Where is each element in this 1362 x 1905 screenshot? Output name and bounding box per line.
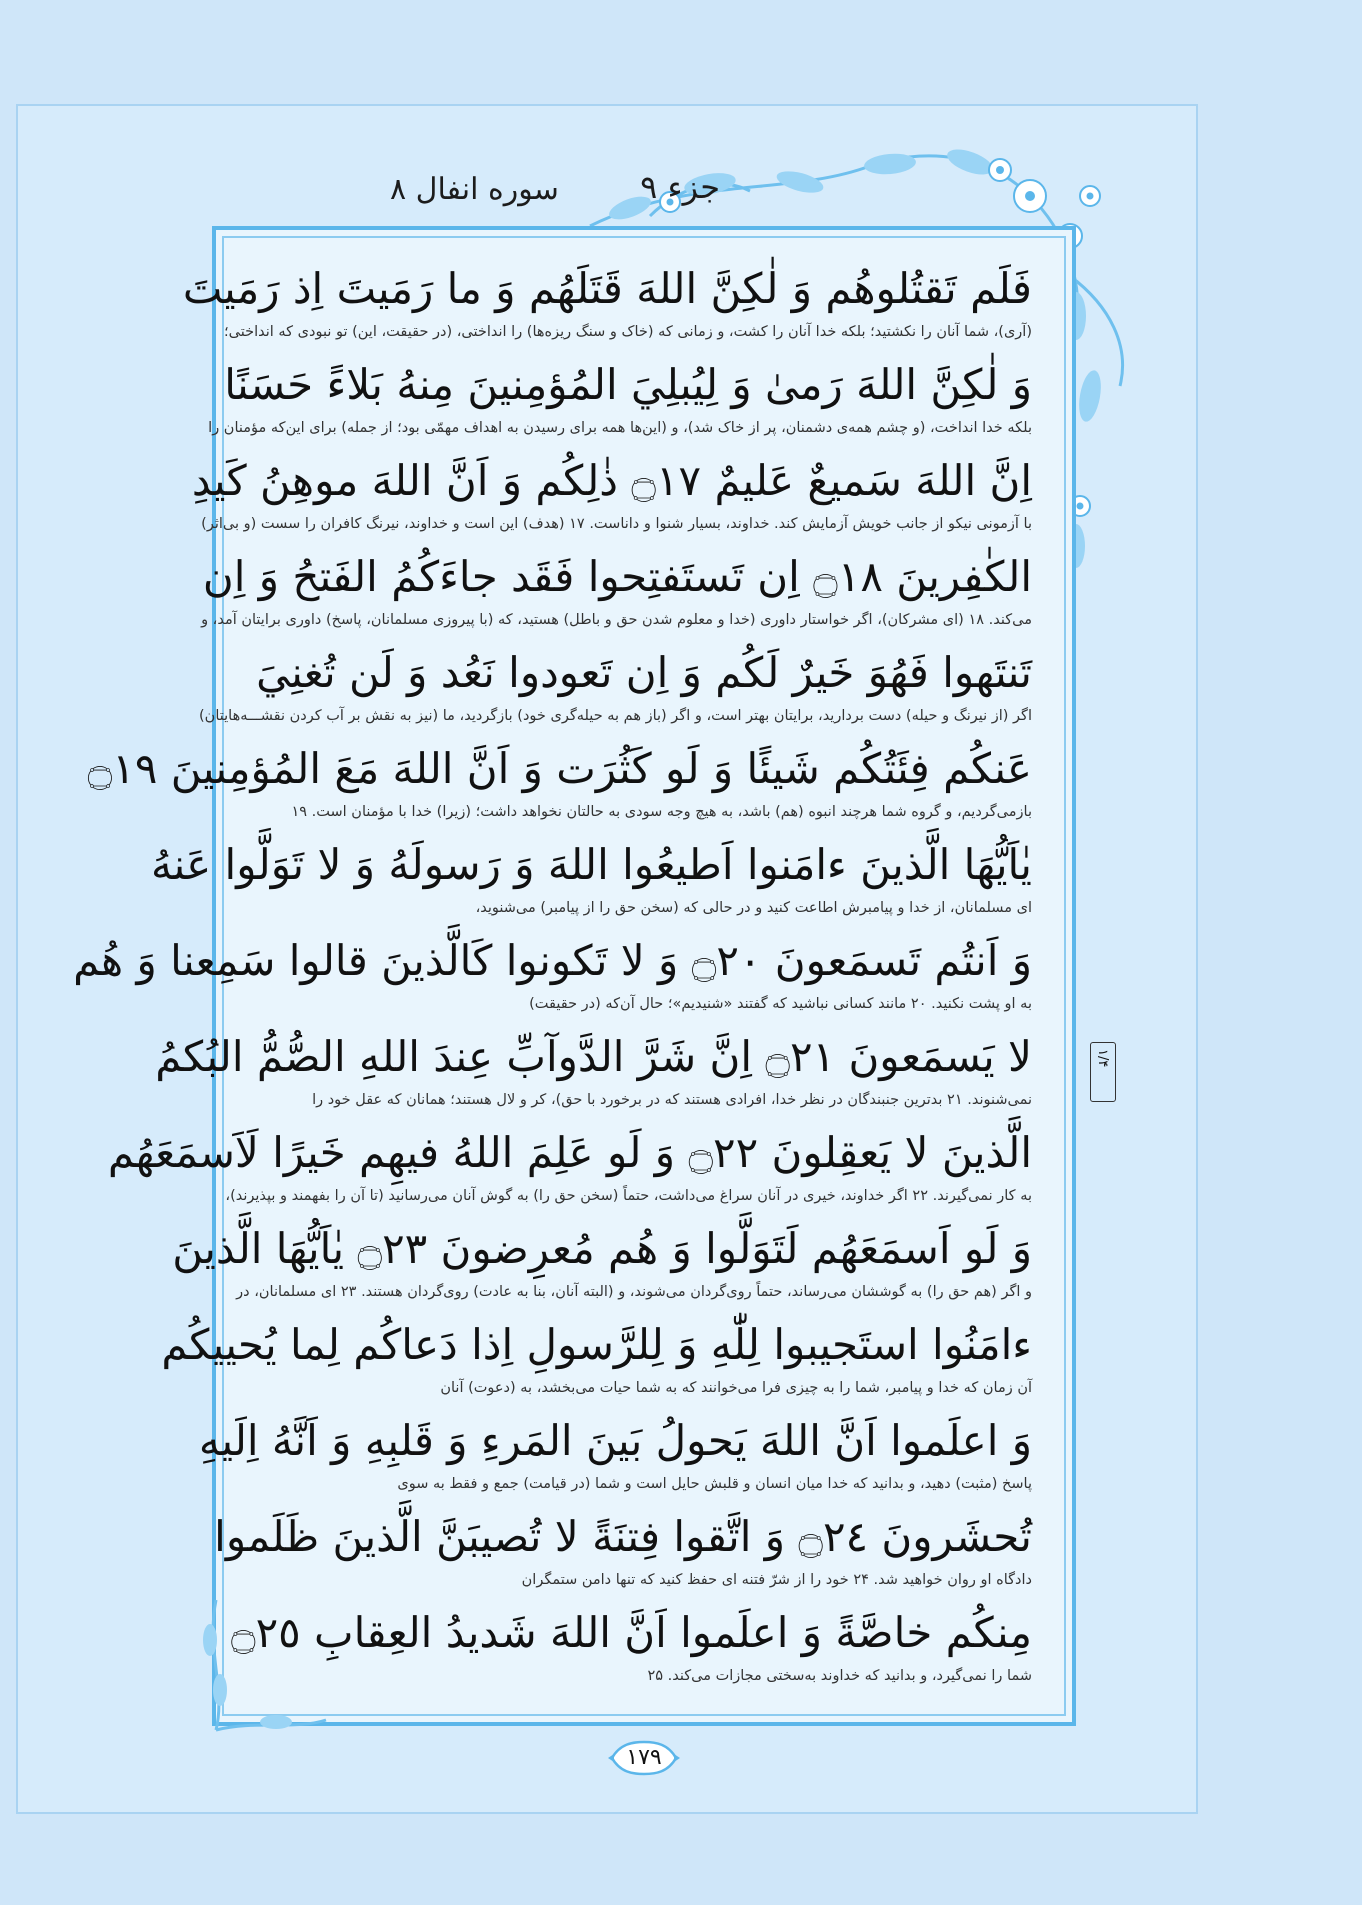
persian-translation: نمی‌شنوند. ۲۱ بدترین جنبندگان در نظر خدا، افرادی هستند که در برخورد با حق)، کر و لال هستند؛ همانان که عقل خود را [312,1092,1032,1108]
arabic-text: مِنكُم خاصَّةً وَ اعلَموا اَنَّ اللهَ شَديدُ العِقابِ ۝٢٥ [230,1608,1032,1657]
arabic-text: الكٰفِرينَ ۝١٨ اِن تَستَفتِحوا فَقَد جاءَكُمُ الفَتحُ وَ اِن [202,552,1032,601]
verse-line [150,834,1032,930]
arabic-text: يٰاَيُّهَا الَّذينَ ءامَنوا اَطيعُوا اللهَ وَ رَسولَهُ وَ لا تَوَلَّوا عَنهُ [150,840,1032,889]
hizb-marker-label: ۱/۴ [1095,1049,1110,1068]
arabic-text: عَنكُم فِئَتُكُم شَيئًا وَ لَو كَثُرَت وَ اَنَّ اللهَ مَعَ المُؤمِنينَ ۝١٩ [87,744,1032,793]
persian-translation: (آری)، شما آنان را نکشتید؛ بلکه خدا آنان را کشت، و زمانی که (خاک و سنگ ریزه‌ها) را انداختی، (در حقیقت، این) تو نبودی که انداختی؛ [224,324,1032,340]
verse-line [172,1218,1032,1314]
arabic-text: تَنتَهوا فَهُوَ خَيرٌ لَكُم وَ اِن تَعودوا نَعُد وَ لَن تُغنِيَ [256,648,1032,697]
arabic-text: اِنَّ اللهَ سَميعٌ عَليمٌ ۝١٧ ذٰلِكُم وَ اَنَّ اللهَ موهِنُ كَيدِ [191,456,1032,505]
quran-page-content [73,258,1032,1710]
verse-line [201,546,1032,642]
arabic-text: تُحشَرونَ ۝٢٤ وَ اتَّقوا فِتنَةً لا تُصيبَنَّ الَّذينَ ظَلَموا [214,1512,1032,1561]
persian-translation: و اگر (هم حق را) به گوششان می‌رساند، حتماً روی‌گردان می‌شوند، و (البته آنان، بنا به عادت) روی‌گردان هستند. ۲۳ ای مسلمانان، در [236,1284,1032,1300]
verse-line [155,1026,1032,1122]
verse-line [161,1314,1032,1410]
hizb-marker [1090,1042,1116,1102]
verse-line [199,642,1032,738]
arabic-text: الَّذينَ لا يَعقِلونَ ۝٢٢ وَ لَو عَلِمَ اللهُ فيهِم خَيرًا لَاَسمَعَهُم [107,1128,1032,1177]
verse-line [214,1506,1032,1602]
persian-translation: شما را نمی‌گیرد، و بدانید که خداوند به‌سختی مجازات می‌کند. ۲۵ [647,1668,1032,1684]
arabic-text: فَلَم تَقتُلوهُم وَ لٰكِنَّ اللهَ قَتَلَهُم وَ ما رَمَيتَ اِذ رَمَيتَ [182,264,1032,313]
arabic-text: لا يَسمَعونَ ۝٢١ اِنَّ شَرَّ الدَّوآبِّ عِندَ اللهِ الصُّمُّ البُكمُ [155,1032,1032,1081]
verse-line [191,450,1032,546]
verse-line [107,1122,1032,1218]
arabic-text: وَ اَنتُم تَسمَعونَ ۝٢٠ وَ لا تَكونوا كَالَّذينَ قالوا سَمِعنا وَ هُم [73,936,1032,985]
page-number: ۱۷۹ [626,1745,662,1770]
persian-translation: بازمی‌گردیم، و گروه شما هرچند انبوه (هم) باشد، به هیچ وجه سودی به حالتان نخواهد داشت؛ (زیرا) خدا با مؤمنان است. ۱۹ [291,804,1032,820]
verse-line [198,1410,1032,1506]
persian-translation: آن زمان که خدا و پیامبر، شما را به چیزی فرا می‌خوانند که به شما حیات می‌بخشد، به (دعوت) آنان [440,1380,1032,1396]
persian-translation: به کار نمی‌گیرند. ۲۲ اگر خداوند، خیری در آنان سراغ می‌داشت، حتماً (سخن حق را) به گوش آنان می‌رسانید (تا آن را بفهمند و بپذیرند)، [225,1188,1032,1204]
verse-line [208,354,1032,450]
persian-translation: می‌کند. ۱۸ (ای مشرکان)، اگر خواستار داوری (خدا و معلوم شدن حق و باطل) هستید، که (با پیروزی مسلمانان، پاسخ) داوری برایتان آمد، و [201,612,1032,628]
arabic-text: وَ لَو اَسمَعَهُم لَتَوَلَّوا وَ هُم مُعرِضونَ ۝٢٣ يٰاَيُّهَا الَّذينَ [172,1224,1032,1273]
persian-translation: دادگاه او روان خواهید شد. ۲۴ خود را از شرّ فتنه ای حفظ کنید که تنها دامن ستمگران [521,1572,1032,1588]
arabic-text: وَ اعلَموا اَنَّ اللهَ يَحولُ بَينَ المَرءِ وَ قَلبِهِ وَ اَنَّهُ اِلَيهِ [198,1416,1032,1465]
persian-translation: ای مسلمانان، از خدا و پیامبرش اطاعت کنید و در حالی که (سخن حق را از پیامبر) می‌شنوید، [475,900,1032,916]
verse-line [230,1602,1032,1698]
persian-translation: به او پشت نکنید. ۲۰ مانند کسانی نباشید که گفتند «شنیدیم»؛ حال آن‌که (در حقیقت) [529,996,1032,1012]
juz-label: جزء ۹ [640,168,720,206]
surah-label: سوره انفال ۸ [390,172,559,207]
persian-translation: بلکه خدا انداخت، (و چشم همه‌ی دشمنان، پر از خاک شد)، و (این‌ها همه برای رسیدن به اهداف مهمّی بود؛ از جمله) برای این‌که مؤمنان را [208,420,1032,436]
verse-line [182,258,1032,354]
persian-translation: پاسخ (مثبت) دهید، و بدانید که خدا میان انسان و قلبش حایل است و شما (در قیامت) جمع و فقط به سوی [397,1476,1032,1492]
persian-translation: اگر (از نیرنگ و حیله) دست بردارید، برایتان بهتر است، و اگر (باز هم به حیله‌گری خود) بازگردید، ما (نیز به نقش بر آب کردن نقشـــه‌هایتان) [199,708,1032,724]
arabic-text: وَ لٰكِنَّ اللهَ رَمىٰ وَ لِيُبلِيَ المُؤمِنينَ مِنهُ بَلاءً حَسَنًا [224,360,1032,409]
page-number-badge [606,1736,682,1780]
persian-translation: با آزمونی نیکو از جانب خویش آزمایش کند. خداوند، بسیار شنوا و داناست. ۱۷ (هدف) این است و خداوند، نیرنگ کافران را سست (و بی‌اثر) [201,516,1032,532]
verse-line [87,738,1032,834]
page-header [390,168,720,218]
verse-line [73,930,1032,1026]
arabic-text: ءامَنُوا استَجيبوا لِلّٰهِ وَ لِلرَّسولِ اِذا دَعاكُم لِما يُحييكُم [161,1320,1032,1369]
